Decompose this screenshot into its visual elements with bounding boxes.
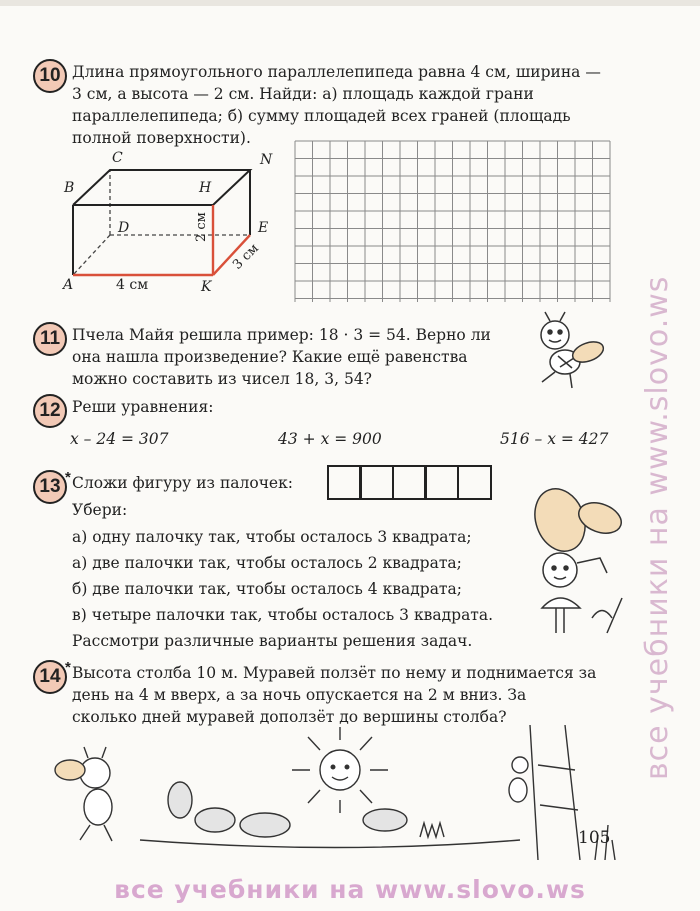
task-13-item: в) четыре палочки так, чтобы осталось 3 квадрата. bbox=[72, 606, 494, 624]
matchstick-square bbox=[327, 465, 362, 500]
matchstick-square bbox=[359, 465, 394, 500]
task-14-line: Высота столба 10 м. Муравей ползёт по нему и поднимается за bbox=[72, 664, 597, 682]
task-10-badge: 10 bbox=[33, 59, 67, 93]
task-11-line: она нашла произведение? Какие ещё равенства bbox=[72, 348, 468, 366]
task-13-star: * bbox=[65, 469, 71, 486]
task-10-line: полной поверхности). bbox=[72, 129, 251, 147]
vertex-e-label: E bbox=[258, 220, 269, 236]
task-13-prompt: Сложи фигуру из палочек: bbox=[72, 474, 294, 492]
bottom-watermark: все учебники на www.slovo.ws bbox=[114, 875, 586, 904]
equation-1: x – 24 = 307 bbox=[70, 430, 169, 448]
task-13-remove: Убери: bbox=[72, 501, 128, 519]
vertex-a-label: A bbox=[63, 277, 74, 293]
matchstick-square bbox=[424, 465, 459, 500]
vertex-c-label: C bbox=[112, 150, 123, 166]
task-11-line: можно составить из чисел 18, 3, 54? bbox=[72, 370, 372, 388]
bee-on-mushroom-illustration bbox=[512, 478, 637, 643]
task-10-line: 3 см, а высота — 2 см. Найди: а) площадь каждой грани bbox=[72, 85, 534, 103]
task-13-badge: 13 bbox=[33, 470, 67, 504]
task-14-badge: 14 bbox=[33, 660, 67, 694]
task-11-line: Пчела Майя решила пример: 18 · 3 = 54. Верно ли bbox=[72, 326, 491, 344]
answer-grid bbox=[294, 140, 612, 302]
task-11-badge: 11 bbox=[33, 322, 67, 356]
width-label: 3 см bbox=[230, 241, 262, 273]
task-10-line: параллелепипеда; б) сумму площадей всех граней (площадь bbox=[72, 107, 571, 125]
matchstick-square bbox=[392, 465, 427, 500]
page-top-edge bbox=[0, 0, 700, 6]
bottom-scene-illustration bbox=[40, 725, 620, 860]
bee-maya-illustration bbox=[520, 310, 610, 395]
parallelepiped-figure bbox=[55, 145, 285, 295]
vertex-k-label: K bbox=[201, 279, 212, 295]
matchstick-squares bbox=[329, 465, 492, 500]
vertex-b-label: B bbox=[64, 180, 75, 196]
equation-2: 43 + x = 900 bbox=[278, 430, 382, 448]
task-11-text bbox=[72, 324, 512, 390]
task-13-note: Рассмотри различные варианты решения задач. bbox=[72, 632, 473, 650]
task-13-item: а) одну палочку так, чтобы осталось 3 квадрата; bbox=[72, 528, 472, 546]
page-number: 105 bbox=[578, 828, 611, 848]
task-14-text bbox=[72, 662, 622, 728]
task-12-badge: 12 bbox=[33, 394, 67, 428]
vertex-h-label: H bbox=[199, 180, 212, 196]
side-watermark: все учебники на www.slovo.ws bbox=[640, 275, 675, 780]
task-10-text bbox=[72, 61, 617, 149]
matchstick-square bbox=[457, 465, 492, 500]
vertex-n-label: N bbox=[260, 152, 273, 168]
height-label: 2 см bbox=[194, 212, 209, 242]
vertex-d-label: D bbox=[118, 220, 130, 236]
task-13-item: а) две палочки так, чтобы осталось 2 квадрата; bbox=[72, 554, 462, 572]
task-14-star: * bbox=[65, 659, 71, 676]
equation-3: 516 – x = 427 bbox=[500, 430, 609, 448]
length-label: 4 см bbox=[116, 277, 149, 293]
task-12-prompt: Реши уравнения: bbox=[72, 398, 214, 416]
task-13-item: б) две палочки так, чтобы осталось 4 квадрата; bbox=[72, 580, 462, 598]
task-14-line: день на 4 м вверх, а за ночь опускается на 2 м вниз. За bbox=[72, 686, 527, 704]
task-14-line: сколько дней муравей доползёт до вершины столба? bbox=[72, 708, 507, 726]
task-10-line: Длина прямоугольного параллелепипеда равна 4 см, ширина — bbox=[72, 63, 601, 81]
